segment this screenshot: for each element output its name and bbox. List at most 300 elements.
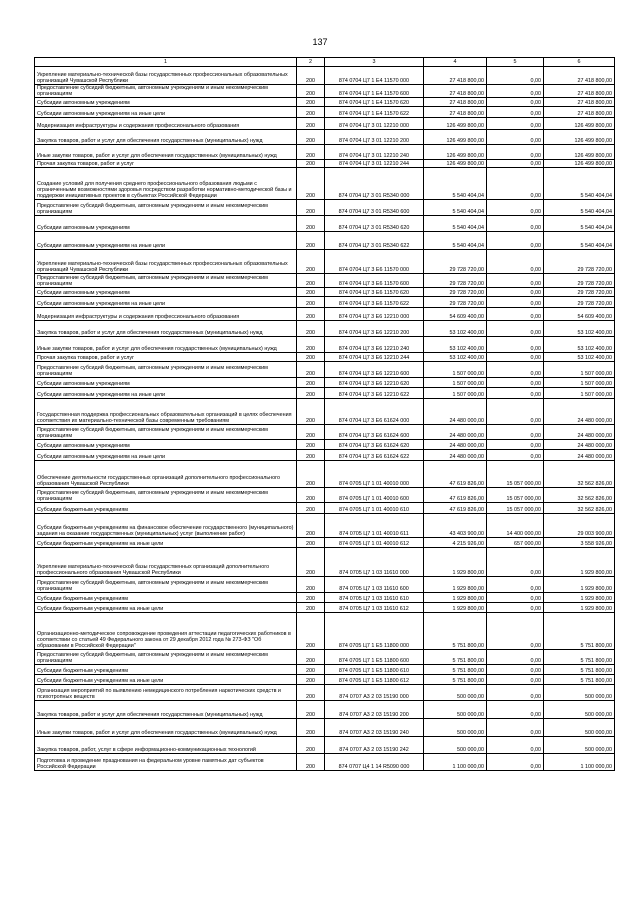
table-row xyxy=(35,216,615,232)
row-name-cell: Субсидии автономным учреждениям на иные цели xyxy=(35,232,297,250)
row-budget-code-cell: 874 0704 Ц7 3 Е6 61624 000 xyxy=(325,399,424,425)
row-line-code-cell: 200 xyxy=(297,719,325,737)
row-name-cell: Субсидии бюджетным учреждениям на иные цели xyxy=(35,603,297,613)
row-amount-cell: 126 499 800,00 xyxy=(424,145,487,160)
table-row xyxy=(35,701,615,719)
row-amount-cell: 24 480 000,00 xyxy=(424,425,487,440)
row-line-code-cell: 200 xyxy=(297,665,325,675)
row-amount-cell: 27 418 800,00 xyxy=(424,85,487,98)
row-line-code-cell: 200 xyxy=(297,737,325,754)
row-change-cell: 0,00 xyxy=(487,216,544,232)
row-total-cell: 29 728 720,00 xyxy=(544,250,615,274)
row-change-cell: 0,00 xyxy=(487,440,544,450)
row-name-cell: Предоставление субсидий бюджетным, автономным учреждениям и иным некоммерческим организациям xyxy=(35,85,297,98)
row-amount-cell: 47 619 826,00 xyxy=(424,461,487,488)
row-line-code-cell: 200 xyxy=(297,353,325,362)
row-line-code-cell: 200 xyxy=(297,754,325,771)
table-row xyxy=(35,107,615,118)
row-total-cell: 1 507 000,00 xyxy=(544,388,615,399)
row-name-cell: Субсидии бюджетным учреждениям на финансовое обеспечение государственного (муниципального) задания на оказание государственных (муниципальных) услуг (выполнение работ) xyxy=(35,514,297,538)
row-total-cell: 53 102 400,00 xyxy=(544,337,615,353)
row-total-cell: 126 499 800,00 xyxy=(544,130,615,145)
row-change-cell: 0,00 xyxy=(487,85,544,98)
row-change-cell: 0,00 xyxy=(487,378,544,388)
table-row xyxy=(35,593,615,603)
row-line-code-cell: 200 xyxy=(297,274,325,288)
row-budget-code-cell: 874 0704 Ц7 3 Е6 61624 620 xyxy=(325,440,424,450)
row-line-code-cell: 200 xyxy=(297,160,325,168)
row-budget-code-cell: 874 0704 Ц7 1 Е4 11570 600 xyxy=(325,85,424,98)
row-total-cell: 3 558 926,00 xyxy=(544,538,615,548)
table-row xyxy=(35,362,615,378)
row-name-cell: Субсидии автономным учреждениям xyxy=(35,98,297,107)
row-name-cell: Организация мероприятий по выявлению немедицинского потребления наркотических средств и психотропных веществ xyxy=(35,685,297,701)
column-header: 6 xyxy=(544,58,615,67)
row-amount-cell: 47 619 826,00 xyxy=(424,503,487,514)
table-row xyxy=(35,388,615,399)
row-total-cell: 53 102 400,00 xyxy=(544,353,615,362)
row-budget-code-cell: 874 0705 Ц7 1 03 11610 612 xyxy=(325,603,424,613)
table-row xyxy=(35,538,615,548)
row-amount-cell: 4 215 926,00 xyxy=(424,538,487,548)
budget-table xyxy=(34,57,615,771)
row-budget-code-cell: 874 0704 Ц7 3 Е6 61624 622 xyxy=(325,450,424,461)
row-amount-cell: 500 000,00 xyxy=(424,737,487,754)
row-line-code-cell: 200 xyxy=(297,288,325,297)
row-line-code-cell: 200 xyxy=(297,450,325,461)
row-amount-cell: 500 000,00 xyxy=(424,719,487,737)
row-name-cell: Субсидии бюджетным учреждениям xyxy=(35,593,297,603)
row-budget-code-cell: 874 0704 Ц7 1 Е4 11570 620 xyxy=(325,98,424,107)
row-budget-code-cell: 874 0705 Ц7 1 01 40010 610 xyxy=(325,503,424,514)
row-change-cell: 0,00 xyxy=(487,577,544,593)
row-total-cell: 29 728 720,00 xyxy=(544,274,615,288)
row-amount-cell: 1 100 000,00 xyxy=(424,754,487,771)
table-row xyxy=(35,160,615,168)
row-line-code-cell: 200 xyxy=(297,250,325,274)
row-amount-cell: 29 728 720,00 xyxy=(424,274,487,288)
row-line-code-cell: 200 xyxy=(297,488,325,503)
row-amount-cell: 5 540 404,04 xyxy=(424,200,487,216)
row-budget-code-cell: 874 0704 Ц7 3 Е6 12210 240 xyxy=(325,337,424,353)
row-change-cell: 0,00 xyxy=(487,675,544,685)
row-line-code-cell: 200 xyxy=(297,603,325,613)
table-row xyxy=(35,321,615,337)
table-row xyxy=(35,250,615,274)
row-amount-cell: 1 507 000,00 xyxy=(424,378,487,388)
row-line-code-cell: 200 xyxy=(297,503,325,514)
row-total-cell: 27 418 800,00 xyxy=(544,85,615,98)
row-amount-cell: 500 000,00 xyxy=(424,701,487,719)
row-line-code-cell: 200 xyxy=(297,362,325,378)
row-change-cell: 0,00 xyxy=(487,232,544,250)
row-change-cell: 15 057 000,00 xyxy=(487,503,544,514)
row-change-cell: 0,00 xyxy=(487,425,544,440)
row-budget-code-cell: 874 0705 Ц7 1 03 11610 610 xyxy=(325,593,424,603)
row-budget-code-cell: 874 0705 Ц7 1 01 40010 000 xyxy=(325,461,424,488)
row-change-cell: 15 057 000,00 xyxy=(487,488,544,503)
row-change-cell: 0,00 xyxy=(487,388,544,399)
row-amount-cell: 1 929 800,00 xyxy=(424,603,487,613)
row-name-cell: Субсидии бюджетным учреждениям xyxy=(35,665,297,675)
page-number: 137 xyxy=(312,37,328,47)
row-line-code-cell: 200 xyxy=(297,593,325,603)
table-row xyxy=(35,168,615,200)
row-line-code-cell: 200 xyxy=(297,685,325,701)
row-budget-code-cell: 874 0704 Ц7 3 Е6 11570 600 xyxy=(325,274,424,288)
row-name-cell: Субсидии автономным учреждениям на иные цели xyxy=(35,450,297,461)
row-amount-cell: 5 751 800,00 xyxy=(424,650,487,665)
table-row xyxy=(35,118,615,130)
row-budget-code-cell: 874 0704 Ц7 3 01 R5340 000 xyxy=(325,168,424,200)
row-budget-code-cell: 874 0704 Ц7 3 Е6 12210 620 xyxy=(325,378,424,388)
row-budget-code-cell: 874 0705 Ц7 1 Е5 11800 600 xyxy=(325,650,424,665)
row-total-cell: 32 562 826,00 xyxy=(544,503,615,514)
row-change-cell: 0,00 xyxy=(487,160,544,168)
row-line-code-cell: 200 xyxy=(297,216,325,232)
table-row xyxy=(35,548,615,577)
table-row xyxy=(35,130,615,145)
row-line-code-cell: 200 xyxy=(297,232,325,250)
row-change-cell: 0,00 xyxy=(487,754,544,771)
row-name-cell: Закупка товаров, работ и услуг для обеспечения государственных (муниципальных) нужд xyxy=(35,701,297,719)
row-budget-code-cell: 874 0705 Ц7 1 03 11610 600 xyxy=(325,577,424,593)
row-change-cell: 0,00 xyxy=(487,685,544,701)
row-name-cell: Предоставление субсидий бюджетным, автономным учреждениям и иным некоммерческим организациям xyxy=(35,577,297,593)
row-name-cell: Субсидии бюджетным учреждениям на иные цели xyxy=(35,675,297,685)
table-row xyxy=(35,503,615,514)
row-amount-cell: 5 751 800,00 xyxy=(424,675,487,685)
row-amount-cell: 53 102 400,00 xyxy=(424,321,487,337)
row-amount-cell: 1 929 800,00 xyxy=(424,593,487,603)
row-name-cell: Укрепление материально-технической базы государственных организаций дополнительного профессионального образования Чувашской Республики xyxy=(35,548,297,577)
row-total-cell: 500 000,00 xyxy=(544,685,615,701)
row-name-cell: Субсидии автономным учреждениям xyxy=(35,440,297,450)
row-line-code-cell: 200 xyxy=(297,399,325,425)
row-total-cell: 24 480 000,00 xyxy=(544,440,615,450)
row-name-cell: Предоставление субсидий бюджетным, автономным учреждениям и иным некоммерческим организациям xyxy=(35,274,297,288)
row-amount-cell: 126 499 800,00 xyxy=(424,160,487,168)
row-line-code-cell: 200 xyxy=(297,650,325,665)
table-row xyxy=(35,297,615,308)
row-line-code-cell: 200 xyxy=(297,425,325,440)
row-name-cell: Предоставление субсидий бюджетным, автономным учреждениям и иным некоммерческим организациям xyxy=(35,200,297,216)
column-header: 1 xyxy=(35,58,297,67)
row-total-cell: 1 100 000,00 xyxy=(544,754,615,771)
row-name-cell: Субсидии автономным учреждениям xyxy=(35,288,297,297)
table-row xyxy=(35,308,615,321)
row-budget-code-cell: 874 0704 Ц7 3 01 12210 200 xyxy=(325,130,424,145)
row-change-cell: 0,00 xyxy=(487,701,544,719)
row-total-cell: 5 540 404,04 xyxy=(544,232,615,250)
row-name-cell: Субсидии автономным учреждениям xyxy=(35,216,297,232)
row-total-cell: 500 000,00 xyxy=(544,719,615,737)
row-change-cell: 0,00 xyxy=(487,321,544,337)
row-total-cell: 126 499 800,00 xyxy=(544,118,615,130)
row-change-cell: 0,00 xyxy=(487,613,544,650)
row-change-cell: 0,00 xyxy=(487,362,544,378)
row-total-cell: 126 499 800,00 xyxy=(544,145,615,160)
table-row xyxy=(35,399,615,425)
row-total-cell: 53 102 400,00 xyxy=(544,321,615,337)
row-amount-cell: 24 480 000,00 xyxy=(424,450,487,461)
row-total-cell: 500 000,00 xyxy=(544,737,615,754)
row-amount-cell: 500 000,00 xyxy=(424,685,487,701)
row-line-code-cell: 200 xyxy=(297,577,325,593)
row-change-cell: 0,00 xyxy=(487,719,544,737)
row-change-cell: 0,00 xyxy=(487,168,544,200)
row-budget-code-cell: 874 0704 Ц7 3 Е6 11570 622 xyxy=(325,297,424,308)
row-name-cell: Прочая закупка товаров, работ и услуг xyxy=(35,160,297,168)
table-row xyxy=(35,650,615,665)
row-line-code-cell: 200 xyxy=(297,538,325,548)
row-change-cell: 0,00 xyxy=(487,297,544,308)
row-name-cell: Создание условий для получения среднего профессионального образования людьми с ограниченными возможностями здоровья посредством разработки нормативно-методической базы и поддержки инициативных проектов в субъектах Российской Федерации xyxy=(35,168,297,200)
row-total-cell: 1 507 000,00 xyxy=(544,378,615,388)
row-line-code-cell: 200 xyxy=(297,200,325,216)
row-change-cell: 14 400 000,00 xyxy=(487,514,544,538)
row-total-cell: 1 929 800,00 xyxy=(544,603,615,613)
table-row xyxy=(35,754,615,771)
row-name-cell: Модернизация инфраструктуры и содержания профессионального образования xyxy=(35,118,297,130)
row-change-cell: 0,00 xyxy=(487,288,544,297)
row-budget-code-cell: 874 0705 Ц7 1 Е5 11800 612 xyxy=(325,675,424,685)
row-name-cell: Субсидии бюджетным учреждениям xyxy=(35,503,297,514)
row-budget-code-cell: 874 0707 А3 2 03 15190 240 xyxy=(325,719,424,737)
row-budget-code-cell: 874 0704 Ц7 3 Е6 12210 244 xyxy=(325,353,424,362)
row-amount-cell: 1 929 800,00 xyxy=(424,577,487,593)
row-amount-cell: 5 540 404,04 xyxy=(424,168,487,200)
row-change-cell: 0,00 xyxy=(487,353,544,362)
table-row xyxy=(35,274,615,288)
row-amount-cell: 1 507 000,00 xyxy=(424,362,487,378)
table-row xyxy=(35,440,615,450)
row-change-cell: 0,00 xyxy=(487,737,544,754)
column-header: 2 xyxy=(297,58,325,67)
row-total-cell: 29 003 900,00 xyxy=(544,514,615,538)
row-budget-code-cell: 874 0705 Ц7 1 01 40010 612 xyxy=(325,538,424,548)
row-budget-code-cell: 874 0705 Ц7 1 01 40010 611 xyxy=(325,514,424,538)
row-amount-cell: 53 102 400,00 xyxy=(424,353,487,362)
row-amount-cell: 53 102 400,00 xyxy=(424,337,487,353)
table-row xyxy=(35,288,615,297)
row-change-cell: 0,00 xyxy=(487,548,544,577)
row-change-cell: 0,00 xyxy=(487,593,544,603)
row-amount-cell: 43 403 900,00 xyxy=(424,514,487,538)
row-line-code-cell: 200 xyxy=(297,701,325,719)
row-amount-cell: 27 418 800,00 xyxy=(424,98,487,107)
row-total-cell: 500 000,00 xyxy=(544,701,615,719)
row-line-code-cell: 200 xyxy=(297,514,325,538)
table-row xyxy=(35,98,615,107)
table-row xyxy=(35,85,615,98)
row-change-cell: 657 000,00 xyxy=(487,538,544,548)
row-amount-cell: 126 499 800,00 xyxy=(424,118,487,130)
row-name-cell: Иные закупки товаров, работ и услуг для обеспечения государственных (муниципальных) нужд xyxy=(35,719,297,737)
row-change-cell: 0,00 xyxy=(487,274,544,288)
row-total-cell: 27 418 800,00 xyxy=(544,98,615,107)
row-change-cell: 0,00 xyxy=(487,337,544,353)
row-budget-code-cell: 874 0704 Ц7 3 Е6 11570 000 xyxy=(325,250,424,274)
row-name-cell: Предоставление субсидий бюджетным, автономным учреждениям и иным некоммерческим организациям xyxy=(35,650,297,665)
row-change-cell: 0,00 xyxy=(487,200,544,216)
row-line-code-cell: 200 xyxy=(297,168,325,200)
row-total-cell: 5 751 800,00 xyxy=(544,665,615,675)
row-budget-code-cell: 874 0705 Ц7 1 Е5 11800 000 xyxy=(325,613,424,650)
row-name-cell: Государственная поддержка профессиональных образовательных организаций в целях обеспечения соответствия их материально-технической базы современным требованиям xyxy=(35,399,297,425)
row-total-cell: 5 751 800,00 xyxy=(544,650,615,665)
row-name-cell: Закупка товаров, работ и услуг для обеспечения государственных (муниципальных) нужд xyxy=(35,130,297,145)
row-amount-cell: 47 619 826,00 xyxy=(424,488,487,503)
row-total-cell: 54 609 400,00 xyxy=(544,308,615,321)
row-amount-cell: 27 418 800,00 xyxy=(424,107,487,118)
column-header: 5 xyxy=(487,58,544,67)
row-change-cell: 15 057 000,00 xyxy=(487,461,544,488)
row-name-cell: Обеспечение деятельности государственных организаций дополнительного профессионального образования Чувашской Республики xyxy=(35,461,297,488)
row-line-code-cell: 200 xyxy=(297,548,325,577)
row-name-cell: Субсидии бюджетным учреждениям на иные цели xyxy=(35,538,297,548)
row-total-cell: 24 480 000,00 xyxy=(544,399,615,425)
row-line-code-cell: 200 xyxy=(297,145,325,160)
row-amount-cell: 24 480 000,00 xyxy=(424,440,487,450)
row-name-cell: Субсидии автономным учреждениям на иные цели xyxy=(35,388,297,399)
table-row xyxy=(35,378,615,388)
row-budget-code-cell: 874 0704 Ц7 3 Е6 12210 622 xyxy=(325,388,424,399)
row-budget-code-cell: 874 0707 Ц4 1 14 R5090 000 xyxy=(325,754,424,771)
table-row xyxy=(35,67,615,85)
row-total-cell: 5 540 404,04 xyxy=(544,168,615,200)
row-name-cell: Иные закупки товаров, работ и услуг для обеспечения государственных (муниципальных) нужд xyxy=(35,145,297,160)
row-line-code-cell: 200 xyxy=(297,378,325,388)
row-budget-code-cell: 874 0704 Ц7 3 01 12210 240 xyxy=(325,145,424,160)
row-change-cell: 0,00 xyxy=(487,107,544,118)
row-budget-code-cell: 874 0707 А3 2 03 15190 000 xyxy=(325,685,424,701)
table-row xyxy=(35,200,615,216)
row-budget-code-cell: 874 0705 Ц7 1 03 11610 000 xyxy=(325,548,424,577)
row-change-cell: 0,00 xyxy=(487,650,544,665)
row-total-cell: 5 540 404,04 xyxy=(544,216,615,232)
table-row xyxy=(35,232,615,250)
row-line-code-cell: 200 xyxy=(297,461,325,488)
row-total-cell: 5 540 404,04 xyxy=(544,200,615,216)
row-budget-code-cell: 874 0705 Ц7 1 01 40010 600 xyxy=(325,488,424,503)
row-name-cell: Укрепление материально-технической базы государственных профессиональных образовательных организаций Чувашской Республики xyxy=(35,250,297,274)
row-name-cell: Субсидии автономным учреждениям на иные цели xyxy=(35,297,297,308)
column-header: 3 xyxy=(325,58,424,67)
row-budget-code-cell: 874 0704 Ц7 3 01 12210 244 xyxy=(325,160,424,168)
row-total-cell: 32 562 826,00 xyxy=(544,488,615,503)
row-line-code-cell: 200 xyxy=(297,613,325,650)
row-name-cell: Предоставление субсидий бюджетным, автономным учреждениям и иным некоммерческим организациям xyxy=(35,362,297,378)
row-total-cell: 24 480 000,00 xyxy=(544,450,615,461)
row-change-cell: 0,00 xyxy=(487,98,544,107)
row-name-cell: Предоставление субсидий бюджетным, автономным учреждениям и иным некоммерческим организациям xyxy=(35,488,297,503)
row-line-code-cell: 200 xyxy=(297,388,325,399)
row-budget-code-cell: 874 0704 Ц7 3 Е6 61624 600 xyxy=(325,425,424,440)
row-amount-cell: 29 728 720,00 xyxy=(424,250,487,274)
row-total-cell: 24 480 000,00 xyxy=(544,425,615,440)
table-row xyxy=(35,685,615,701)
row-change-cell: 0,00 xyxy=(487,665,544,675)
row-line-code-cell: 200 xyxy=(297,130,325,145)
row-change-cell: 0,00 xyxy=(487,399,544,425)
row-change-cell: 0,00 xyxy=(487,145,544,160)
row-budget-code-cell: 874 0707 А3 2 03 15190 242 xyxy=(325,737,424,754)
row-name-cell: Укрепление материально-технической базы государственных профессиональных образовательных организаций Чувашской Республики xyxy=(35,67,297,85)
row-amount-cell: 1 929 800,00 xyxy=(424,548,487,577)
row-total-cell: 126 499 800,00 xyxy=(544,160,615,168)
row-budget-code-cell: 874 0704 Ц7 3 01 R5340 620 xyxy=(325,216,424,232)
row-name-cell: Организационно-методическое сопровождение проведения аттестации педагогических работников в соответствии со статьей 49 Федерального закона от 29 декабря 2012 года № 273-ФЗ "Об образовании в Российской Федерации" xyxy=(35,613,297,650)
row-total-cell: 29 728 720,00 xyxy=(544,297,615,308)
row-change-cell: 0,00 xyxy=(487,450,544,461)
row-amount-cell: 29 728 720,00 xyxy=(424,288,487,297)
table-row xyxy=(35,665,615,675)
row-total-cell: 5 751 800,00 xyxy=(544,675,615,685)
row-amount-cell: 5 751 800,00 xyxy=(424,665,487,675)
row-name-cell: Субсидии автономным учреждениям xyxy=(35,378,297,388)
row-budget-code-cell: 874 0704 Ц7 3 01 12210 000 xyxy=(325,118,424,130)
row-line-code-cell: 200 xyxy=(297,85,325,98)
row-line-code-cell: 200 xyxy=(297,337,325,353)
row-line-code-cell: 200 xyxy=(297,297,325,308)
row-amount-cell: 29 728 720,00 xyxy=(424,297,487,308)
table-header-row xyxy=(35,58,615,67)
row-name-cell: Предоставление субсидий бюджетным, автономным учреждениям и иным некоммерческим организациям xyxy=(35,425,297,440)
row-name-cell: Закупка товаров, работ и услуг для обеспечения государственных (муниципальных) нужд xyxy=(35,321,297,337)
table-row xyxy=(35,675,615,685)
row-name-cell: Субсидии автономным учреждениям на иные цели xyxy=(35,107,297,118)
row-change-cell: 0,00 xyxy=(487,250,544,274)
table-row xyxy=(35,461,615,488)
table-row xyxy=(35,450,615,461)
column-header: 4 xyxy=(424,58,487,67)
row-budget-code-cell: 874 0707 А3 2 03 15190 200 xyxy=(325,701,424,719)
row-line-code-cell: 200 xyxy=(297,67,325,85)
row-total-cell: 27 418 800,00 xyxy=(544,107,615,118)
row-budget-code-cell: 874 0704 Ц7 1 Е4 11570 000 xyxy=(325,67,424,85)
row-total-cell: 1 929 800,00 xyxy=(544,548,615,577)
row-total-cell: 27 418 800,00 xyxy=(544,67,615,85)
row-budget-code-cell: 874 0704 Ц7 3 01 R5340 622 xyxy=(325,232,424,250)
row-budget-code-cell: 874 0704 Ц7 1 Е4 11570 622 xyxy=(325,107,424,118)
table-row xyxy=(35,337,615,353)
row-budget-code-cell: 874 0704 Ц7 3 Е6 12210 600 xyxy=(325,362,424,378)
row-amount-cell: 24 480 000,00 xyxy=(424,399,487,425)
row-line-code-cell: 200 xyxy=(297,107,325,118)
row-total-cell: 1 929 800,00 xyxy=(544,593,615,603)
row-line-code-cell: 200 xyxy=(297,440,325,450)
row-line-code-cell: 200 xyxy=(297,321,325,337)
row-total-cell: 5 751 800,00 xyxy=(544,613,615,650)
table-row xyxy=(35,488,615,503)
row-change-cell: 0,00 xyxy=(487,67,544,85)
row-line-code-cell: 200 xyxy=(297,118,325,130)
row-change-cell: 0,00 xyxy=(487,308,544,321)
row-budget-code-cell: 874 0704 Ц7 3 Е6 12210 000 xyxy=(325,308,424,321)
row-line-code-cell: 200 xyxy=(297,675,325,685)
table-row xyxy=(35,577,615,593)
table-row xyxy=(35,425,615,440)
row-change-cell: 0,00 xyxy=(487,118,544,130)
row-amount-cell: 27 418 800,00 xyxy=(424,67,487,85)
row-name-cell: Иные закупки товаров, работ и услуг для обеспечения государственных (муниципальных) нужд xyxy=(35,337,297,353)
row-line-code-cell: 200 xyxy=(297,98,325,107)
row-amount-cell: 54 609 400,00 xyxy=(424,308,487,321)
row-budget-code-cell: 874 0705 Ц7 1 Е5 11800 610 xyxy=(325,665,424,675)
row-name-cell: Прочая закупка товаров, работ и услуг xyxy=(35,353,297,362)
table-row xyxy=(35,145,615,160)
